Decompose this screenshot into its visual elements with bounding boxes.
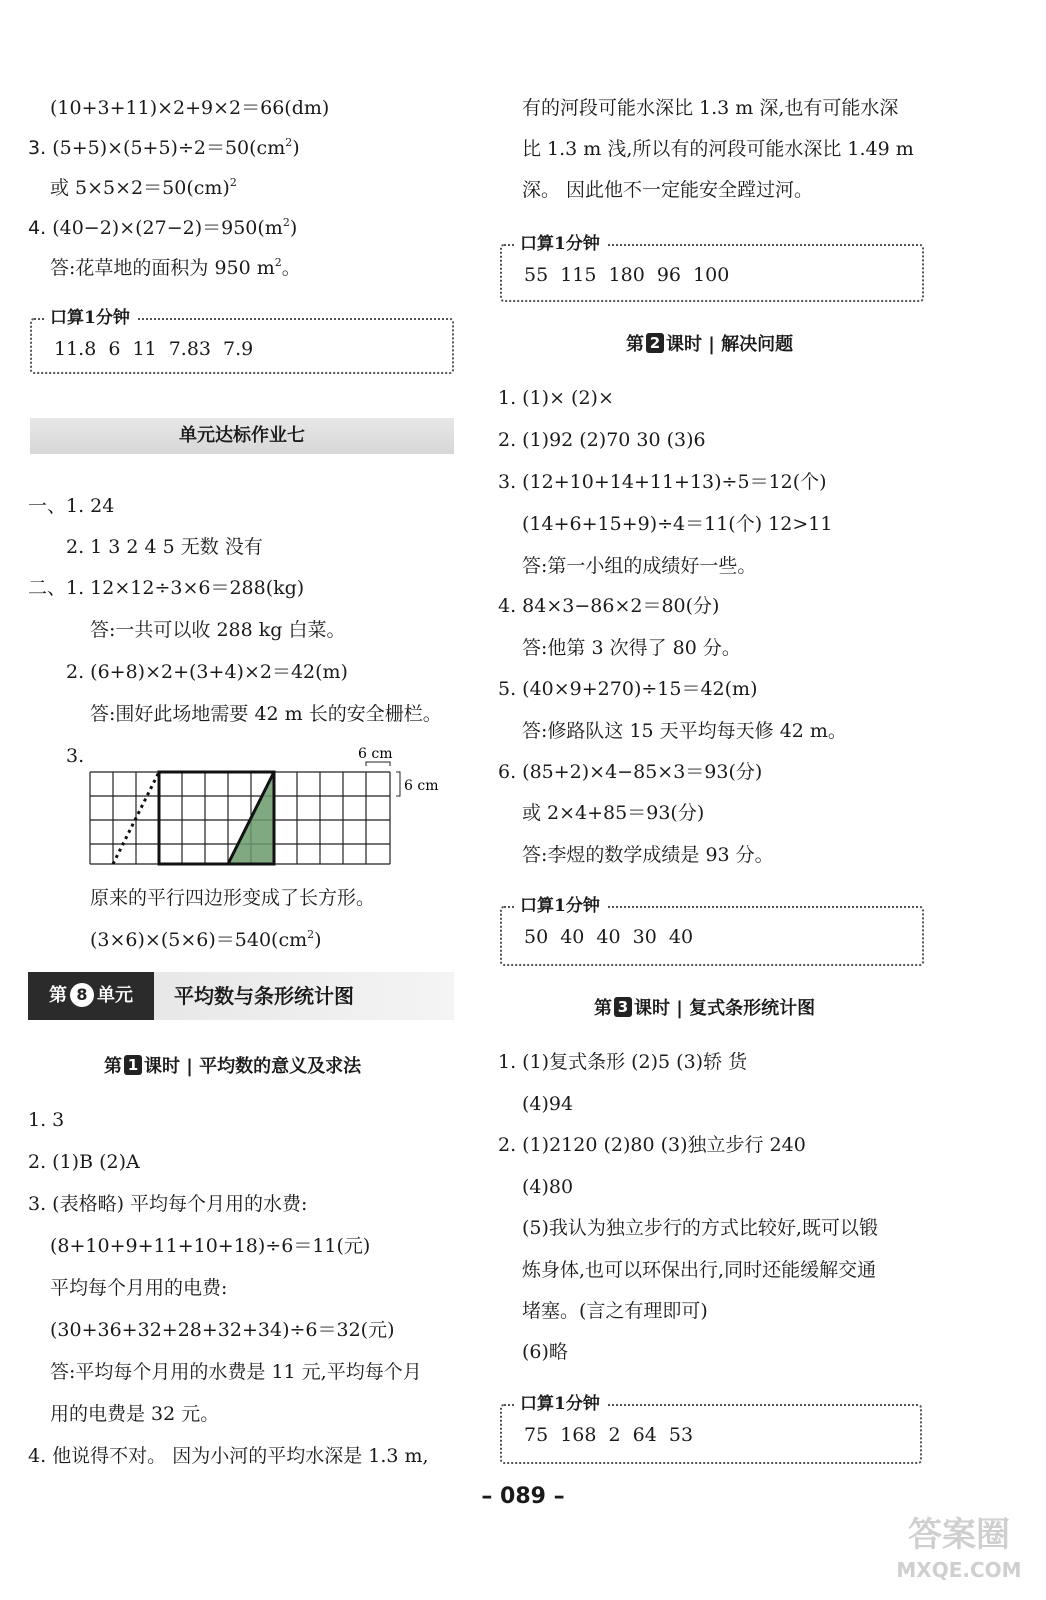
answer-line: 答:修路队这 15 天平均每天修 42 m。	[522, 720, 847, 742]
mental-math-label: 口算1分钟	[44, 307, 136, 329]
answer-text: (5+5)×(5+5)÷2＝50(cm	[52, 137, 286, 159]
answer-line: (5)我认为独立步行的方式比较好,既可以锻	[522, 1217, 878, 1239]
answer-line: 3.	[66, 745, 85, 767]
lesson-number: 2	[646, 333, 664, 353]
answer-line: 深。 因此他不一定能安全蹚过河。	[522, 179, 814, 201]
answer-line	[28, 136, 300, 160]
lesson-title	[104, 1054, 361, 1080]
lesson-title	[594, 996, 815, 1022]
mental-math-values: 11.8 6 11 7.83 7.9	[54, 338, 254, 360]
lesson-prefix: 第	[626, 334, 644, 355]
answer-line: 4. 他说得不对。 因为小河的平均水深是 1.3 m,	[28, 1445, 429, 1467]
answer-line: (4)94	[522, 1093, 574, 1115]
answer-line: (8+10+9+11+10+18)÷6＝11(元)	[50, 1235, 371, 1257]
superscript: 2	[274, 256, 282, 269]
answer-line: 答:李煜的数学成绩是 93 分。	[522, 844, 774, 866]
mental-math-box	[30, 308, 454, 374]
grid-figure	[86, 736, 476, 870]
mental-math-label: 口算1分钟	[514, 1393, 606, 1415]
grid-label-top: 6 cm	[358, 746, 393, 762]
answer-line: (30+36+32+28+32+34)÷6＝32(元)	[50, 1319, 395, 1341]
answer-line: (6)略	[522, 1341, 568, 1363]
answer-line: 2. (6+8)×2+(3+4)×2＝42(m)	[66, 661, 348, 683]
superscript: 2	[282, 216, 290, 229]
answer-line: 二、1. 12×12÷3×6＝288(kg)	[28, 577, 305, 599]
answer-line: 炼身体,也可以环保出行,同时还能缓解交通	[522, 1259, 877, 1281]
answer-line: 2. (1)2120 (2)80 (3)独立步行 240	[498, 1134, 806, 1156]
answer-line: 原来的平行四边形变成了长方形。	[90, 887, 376, 909]
answer-line: 用的电费是 32 元。	[50, 1403, 220, 1425]
watermark-logo	[884, 1512, 1034, 1592]
unit-header	[28, 972, 454, 1020]
mental-math-values: 55 115 180 96 100	[524, 264, 730, 286]
lesson-number: 1	[124, 1055, 142, 1075]
answer-line: 答:平均每个月用的水费是 11 元,平均每个月	[50, 1361, 422, 1383]
mental-math-label: 口算1分钟	[514, 233, 606, 255]
answer-text: )	[289, 217, 298, 239]
answer-line: 2. 1 3 2 4 5 无数 没有	[66, 536, 263, 558]
answer-line: 或 2×4+85＝93(分)	[522, 802, 705, 824]
answer-line: 5. (40×9+270)÷15＝42(m)	[498, 678, 758, 700]
answer-line: (4)80	[522, 1176, 574, 1198]
answer-line: 3. (12+10+14+11+13)÷5＝12(个)	[498, 471, 827, 493]
superscript: 2	[285, 136, 293, 149]
lesson-number: 3	[614, 997, 632, 1017]
answer-line: 4. 84×3−86×2＝80(分)	[498, 595, 720, 617]
lesson-title	[626, 332, 793, 358]
shaded-triangle	[228, 820, 274, 864]
unit-title: 平均数与条形统计图	[174, 984, 354, 1008]
mental-math-label: 口算1分钟	[514, 895, 606, 917]
unit-tag-suffix: 单元	[97, 985, 133, 1006]
answer-line: 3. (表格略) 平均每个月用的水费:	[28, 1193, 308, 1215]
superscript: 2	[307, 928, 315, 941]
mental-math-values: 75 168 2 64 53	[524, 1424, 694, 1446]
answer-line	[28, 216, 297, 240]
mental-math-box	[500, 896, 924, 966]
superscript: 2	[229, 176, 237, 189]
answer-line: 2. (1)B (2)A	[28, 1151, 140, 1173]
lesson-name: 课时 | 平均数的意义及求法	[144, 1056, 362, 1077]
answer-line: 比 1.3 m 浅,所以有的河段可能水深比 1.49 m	[522, 138, 914, 160]
answer-text: )	[314, 929, 322, 951]
answer-line: 答:一共可以收 288 kg 白菜。	[90, 619, 346, 641]
answer-text: )	[292, 137, 300, 159]
answer-line	[50, 256, 301, 280]
answer-line: 1. 3	[28, 1109, 65, 1131]
dimension-mark-top	[366, 762, 390, 766]
answer-line: 答:围好此场地需要 42 m 长的安全栅栏。	[90, 703, 442, 725]
answer-line	[90, 928, 322, 952]
mental-math-box	[500, 1394, 922, 1464]
watermark-top: 答案圈	[908, 1515, 1010, 1555]
lesson-name: 课时 | 解决问题	[666, 334, 794, 355]
answer-line: 答:第一小组的成绩好一些。	[522, 555, 757, 577]
answer-text: (3×6)×(5×6)＝540(cm	[90, 929, 308, 951]
unit-number: 8	[70, 983, 94, 1007]
watermark-bottom: MXQE.COM	[896, 1558, 1022, 1582]
page-number: – 089 –	[481, 1484, 565, 1509]
answer-line: 平均每个月用的电费:	[50, 1277, 228, 1299]
item-number: 4.	[28, 217, 47, 239]
lesson-prefix: 第	[104, 1056, 122, 1077]
answer-line: 一、1. 24	[28, 495, 115, 517]
answer-line: (10+3+11)×2+9×2＝66(dm)	[50, 97, 330, 119]
answer-line: 2. (1)92 (2)70 30 (3)6	[498, 429, 706, 451]
lesson-name: 课时 | 复式条形统计图	[634, 998, 816, 1019]
answer-text: 答:花草地的面积为 950 m	[50, 257, 275, 279]
answer-line: 有的河段可能水深比 1.3 m 深,也有可能水深	[522, 97, 899, 119]
answer-text: 或 5×5×2＝50(cm)	[50, 177, 230, 199]
item-number: 3.	[28, 137, 47, 159]
grid-label-side: 6 cm	[404, 778, 439, 794]
answer-line: 1. (1)复式条形 (2)5 (3)轿 货	[498, 1051, 748, 1073]
section-banner: 单元达标作业七	[30, 418, 454, 454]
answer-line: 堵塞。(言之有理即可)	[522, 1300, 708, 1322]
answer-line	[50, 176, 237, 200]
unit-tag	[28, 972, 154, 1020]
answer-line: (14+6+15+9)÷4＝11(个) 12>11	[522, 513, 833, 535]
lesson-prefix: 第	[594, 998, 612, 1019]
answer-text: 。	[281, 257, 301, 279]
unit-tag-prefix: 第	[49, 985, 67, 1006]
answer-text: (40−2)×(27−2)＝950(m	[52, 217, 283, 239]
mental-math-values: 50 40 40 30 40	[524, 926, 694, 948]
answer-line: 1. (1)× (2)×	[498, 387, 614, 409]
answer-line: 答:他第 3 次得了 80 分。	[522, 637, 741, 659]
answer-line: 6. (85+2)×4−85×3＝93(分)	[498, 761, 763, 783]
mental-math-box	[500, 234, 924, 302]
dimension-mark-side	[396, 772, 400, 796]
